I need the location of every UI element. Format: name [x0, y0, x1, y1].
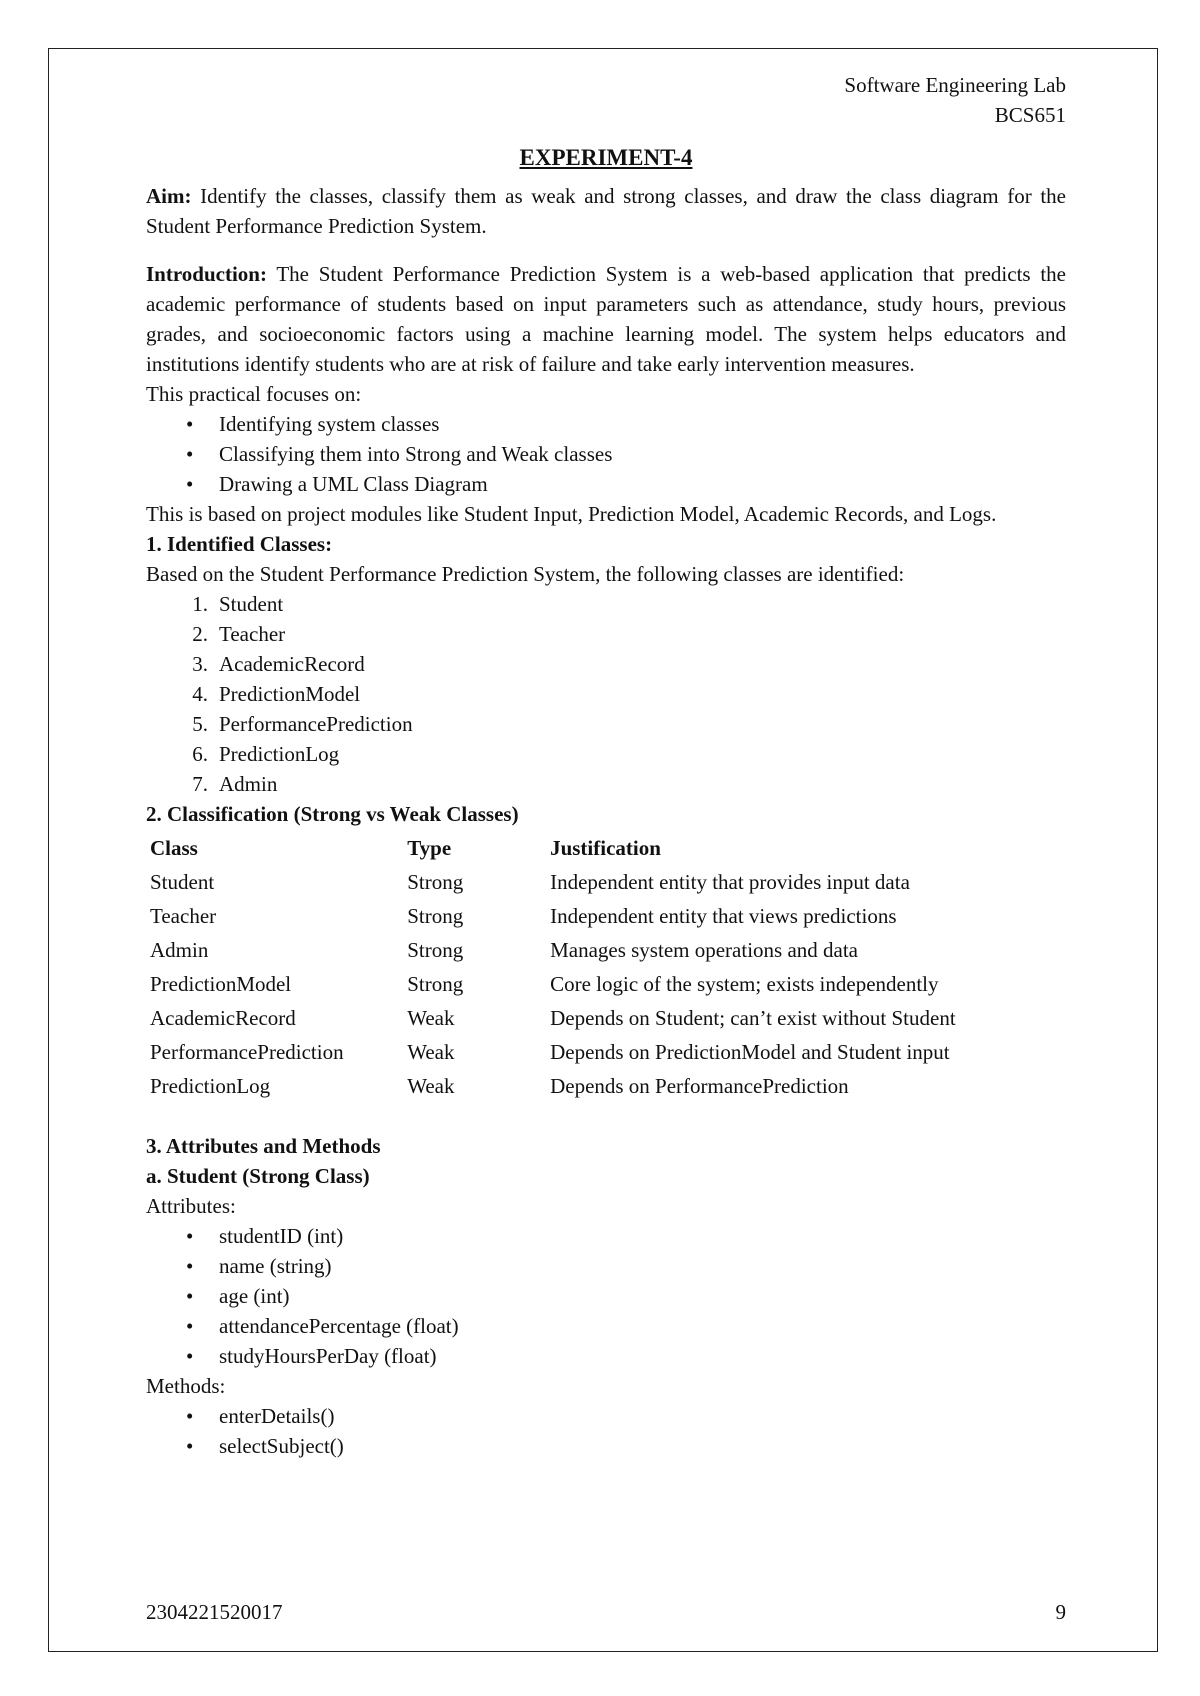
list-item: [146, 649, 1066, 679]
list-item: [146, 709, 1066, 739]
table-row: [150, 1071, 1066, 1105]
methods-list: [146, 1401, 1066, 1461]
section3-subheading: a. Student (Strong Class): [146, 1164, 370, 1188]
list-number: 5.: [192, 712, 208, 736]
cell-justification: Independent entity that provides input data: [550, 870, 910, 894]
roll-number: 2304221520017: [146, 1600, 283, 1624]
list-item: • Drawing a UML Class Diagram: [146, 469, 1066, 499]
class-name: Admin: [219, 772, 278, 796]
section1-lead: Based on the Student Performance Prediction System, the following classes are identified:: [146, 562, 905, 586]
cell-class: PredictionModel: [150, 972, 292, 996]
list-item: • age (int): [146, 1281, 1066, 1311]
aim-text: Identify the classes, classify them as weak and strong classes, and draw the class diagram for the Student Performance Prediction System.: [146, 184, 1066, 238]
list-item: [146, 739, 1066, 769]
running-header: [146, 70, 1066, 130]
cell-class: AcademicRecord: [150, 1006, 296, 1030]
list-item: [146, 619, 1066, 649]
column-header-justification: Justification: [550, 836, 661, 860]
experiment-title: EXPERIMENT-4: [519, 145, 693, 170]
cell-class: Teacher: [150, 904, 217, 928]
cell-type: Strong: [407, 870, 464, 894]
page-number: 9: [1055, 1600, 1066, 1624]
table-row: [150, 969, 1066, 1003]
class-name: PredictionLog: [219, 742, 340, 766]
course-name: Software Engineering Lab: [844, 73, 1066, 97]
intro-label: Introduction:: [146, 262, 267, 286]
attributes-label: Attributes:: [146, 1194, 236, 1218]
class-name: PerformancePrediction: [219, 712, 413, 736]
list-item: • name (string): [146, 1251, 1066, 1281]
cell-justification: Manages system operations and data: [550, 938, 858, 962]
table-row: [150, 901, 1066, 935]
column-header-class: Class: [150, 836, 198, 860]
cell-justification: Core logic of the system; exists independently: [550, 972, 939, 996]
table-row: [150, 1003, 1066, 1037]
focus-lead: This practical focuses on:: [146, 382, 362, 406]
focus-after: This is based on project modules like Student Input, Prediction Model, Academic Records, and Logs.: [146, 502, 997, 526]
classification-table: [150, 833, 1066, 1105]
class-name: Teacher: [219, 622, 286, 646]
list-number: 2.: [192, 622, 208, 646]
cell-justification: Independent entity that views predictions: [550, 904, 897, 928]
cell-type: Weak: [407, 1006, 455, 1030]
cell-justification: Depends on Student; can’t exist without Student: [550, 1006, 956, 1030]
list-item: [146, 589, 1066, 619]
methods-label: Methods:: [146, 1374, 226, 1398]
list-item: [146, 769, 1066, 799]
column-header-type: Type: [407, 836, 452, 860]
attributes-list: [146, 1221, 1066, 1371]
cell-justification: Depends on PredictionModel and Student input: [550, 1040, 950, 1064]
aim-paragraph: [146, 181, 1066, 241]
class-name: AcademicRecord: [219, 652, 365, 676]
intro-paragraph: [146, 259, 1066, 379]
class-name: Student: [219, 592, 284, 616]
cell-type: Strong: [407, 972, 464, 996]
list-item: • studentID (int): [146, 1221, 1066, 1251]
list-item: • enterDetails(): [146, 1401, 1066, 1431]
table-row: [150, 935, 1066, 969]
list-number: 6.: [192, 742, 208, 766]
table-header-row: [150, 833, 1066, 867]
cell-justification: Depends on PerformancePrediction: [550, 1074, 849, 1098]
focus-list: [146, 409, 1066, 499]
list-item: • attendancePercentage (float): [146, 1311, 1066, 1341]
page-footer: [146, 1600, 1066, 1625]
cell-type: Weak: [407, 1040, 455, 1064]
course-code: BCS651: [994, 103, 1066, 127]
cell-class: PerformancePrediction: [150, 1040, 344, 1064]
table-row: [150, 867, 1066, 901]
section2-heading: 2. Classification (Strong vs Weak Classes): [146, 802, 519, 826]
list-item: • studyHoursPerDay (float): [146, 1341, 1066, 1371]
list-number: 3.: [192, 652, 208, 676]
class-name: PredictionModel: [219, 682, 361, 706]
list-item: • Identifying system classes: [146, 409, 1066, 439]
list-item: • selectSubject(): [146, 1431, 1066, 1461]
page-content: [146, 70, 1066, 1461]
class-list: [146, 589, 1066, 799]
section1-heading: 1. Identified Classes:: [146, 532, 333, 556]
cell-type: Strong: [407, 904, 464, 928]
cell-class: PredictionLog: [150, 1074, 271, 1098]
aim-label: Aim:: [146, 184, 192, 208]
cell-type: Weak: [407, 1074, 455, 1098]
list-number: 7.: [192, 772, 208, 796]
list-number: 4.: [192, 682, 208, 706]
intro-text: The Student Performance Prediction System is a web-based application that predicts the academic performance of students based on input parameters such as attendance, study hours, previous grades, and socioeconomic factors using a machine learning model. The system helps educators and institutions identify students who are at risk of failure and take early intervention measures.: [146, 262, 1066, 376]
cell-class: Student: [150, 870, 215, 894]
list-item: [146, 679, 1066, 709]
section3-heading: 3. Attributes and Methods: [146, 1134, 381, 1158]
table-row: [150, 1037, 1066, 1071]
cell-type: Strong: [407, 938, 464, 962]
list-number: 1.: [192, 592, 208, 616]
list-item: • Classifying them into Strong and Weak classes: [146, 439, 1066, 469]
cell-class: Admin: [150, 938, 209, 962]
